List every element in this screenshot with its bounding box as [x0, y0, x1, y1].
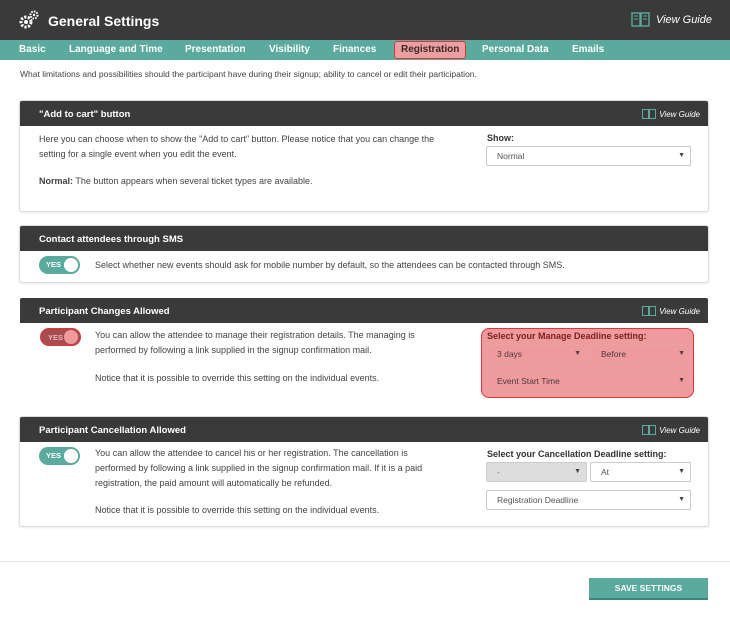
toggle-label: YES — [46, 260, 62, 269]
description-line: You can allow the attendee to cancel his or her registration. The cancellation is — [95, 448, 408, 458]
changes-toggle[interactable] — [40, 328, 81, 346]
view-guide-link[interactable] — [631, 12, 712, 28]
changes-panel — [19, 297, 709, 401]
cancellation-toggle[interactable] — [39, 447, 80, 465]
panel-title: "Add to cart" button — [39, 109, 131, 120]
override-note: Notice that it is possible to override this setting on the individual events. — [95, 373, 380, 383]
description-line: performed by following a link supplied in the signup confirmation mail. If it is a paid — [95, 463, 423, 473]
tab-visibility[interactable]: Visibility — [269, 44, 310, 55]
show-label: Show: — [487, 133, 514, 143]
panel-description — [95, 446, 422, 491]
chevron-down-icon: ▼ — [678, 350, 685, 357]
cancellation-amount-value: - — [497, 467, 500, 477]
view-guide-label: View Guide — [659, 109, 700, 119]
chevron-down-icon: ▼ — [678, 377, 685, 384]
page-title: General Settings — [48, 13, 160, 29]
cancellation-amount-select[interactable] — [486, 462, 587, 482]
normal-description — [39, 174, 313, 189]
show-select[interactable] — [486, 146, 691, 166]
show-value: Normal — [497, 151, 525, 161]
tab-personal-data[interactable]: Personal Data — [482, 44, 549, 55]
description-line: registration, the paid amount will automatically be refunded. — [95, 478, 333, 488]
normal-text: The button appears when several ticket types are available. — [75, 176, 313, 186]
normal-label: Normal: — [39, 176, 74, 186]
cancellation-deadline-label: Select your Cancellation Deadline setting: — [487, 449, 667, 459]
manage-reference-value: Event Start Time — [497, 376, 560, 386]
manage-amount-value: 3 days — [497, 349, 523, 359]
toggle-knob — [64, 449, 78, 463]
add-to-cart-panel — [19, 100, 709, 212]
tab-presentation[interactable]: Presentation — [185, 44, 246, 55]
panel-description — [95, 328, 415, 358]
settings-tabs — [0, 40, 730, 60]
tab-emails[interactable]: Emails — [572, 44, 605, 55]
view-guide-label: View Guide — [655, 14, 712, 26]
gears-icon — [18, 10, 40, 30]
manage-reference-select[interactable] — [486, 371, 691, 391]
tab-registration[interactable]: Registration — [394, 41, 466, 59]
book-icon — [642, 109, 656, 119]
manage-relation-value: Before — [601, 349, 627, 359]
panel-title: Participant Changes Allowed — [39, 306, 170, 317]
manage-relation-select[interactable] — [590, 344, 691, 364]
panel-header — [20, 417, 708, 442]
description-line: performed by following a link supplied in the signup confirmation mail. — [95, 345, 372, 355]
view-guide-link[interactable] — [642, 109, 700, 119]
book-icon — [631, 12, 651, 28]
chevron-down-icon: ▼ — [678, 152, 685, 159]
panel-header — [20, 226, 708, 251]
panel-title: Participant Cancellation Allowed — [39, 425, 186, 436]
cancellation-reference-select[interactable] — [486, 490, 691, 510]
panel-title: Contact attendees through SMS — [39, 234, 184, 245]
cancellation-reference-value: Registration Deadline — [497, 495, 579, 505]
panel-description: Select whether new events should ask for mobile number by default, so the attendees can be contacted through SMS. — [95, 260, 565, 270]
app-header — [0, 0, 730, 40]
chevron-down-icon: ▼ — [678, 496, 685, 503]
save-settings-button[interactable]: SAVE SETTINGS — [589, 578, 708, 600]
panel-header — [20, 298, 708, 323]
description-line: You can allow the attendee to manage their registration details. The managing is — [95, 330, 415, 340]
tab-basic[interactable]: Basic — [19, 44, 46, 55]
footer-divider — [0, 561, 730, 562]
toggle-knob — [64, 258, 78, 272]
book-icon — [642, 425, 656, 435]
manage-deadline-label: Select your Manage Deadline setting: — [487, 331, 647, 341]
view-guide-label: View Guide — [659, 425, 700, 435]
chevron-down-icon: ▼ — [678, 468, 685, 475]
view-guide-label: View Guide — [659, 306, 700, 316]
chevron-down-icon: ▼ — [574, 468, 581, 475]
book-icon — [642, 306, 656, 316]
chevron-down-icon: ▼ — [574, 350, 581, 357]
override-note: Notice that it is possible to override this setting on the individual events. — [95, 505, 380, 515]
cancellation-relation-value: At — [601, 467, 610, 477]
sms-toggle[interactable] — [39, 256, 80, 274]
description-line: setting for a single event when you edit the event. — [39, 149, 237, 159]
cancellation-relation-select[interactable] — [590, 462, 691, 482]
panel-header — [20, 101, 708, 126]
tab-language-and-time[interactable]: Language and Time — [69, 44, 163, 55]
panel-description — [39, 132, 434, 162]
manage-amount-select[interactable] — [486, 344, 587, 364]
description-line: Here you can choose when to show the "Add to cart" button. Please notice that you can change the — [39, 134, 435, 144]
view-guide-link[interactable] — [642, 306, 700, 316]
tab-finances[interactable]: Finances — [333, 44, 377, 55]
toggle-label: YES — [48, 333, 64, 342]
sms-panel — [19, 225, 709, 283]
cancellation-panel — [19, 416, 709, 527]
intro-text: What limitations and possibilities should the participant have during their signup; ability to cancel or edit their participation. — [20, 69, 477, 79]
toggle-knob — [64, 330, 78, 344]
view-guide-link[interactable] — [642, 425, 700, 435]
toggle-label: YES — [46, 451, 62, 460]
